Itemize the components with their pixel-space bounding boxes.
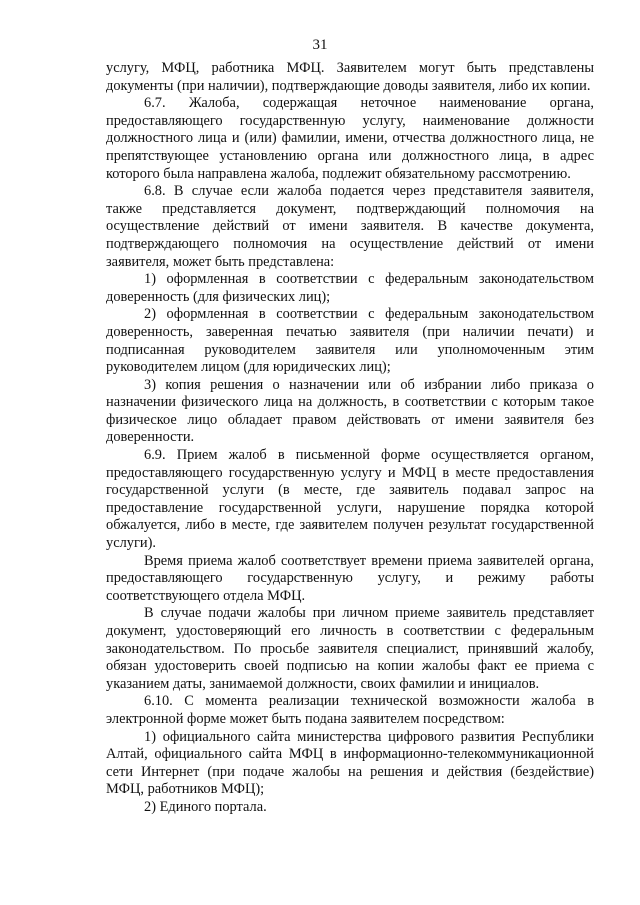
paragraph: 3) копия решения о назначении или об избрании либо приказа о назначении физического лица на должность, в соответствии с которым такое физическое лицо обладает правом действовать от имени заявителя без доверенности. xyxy=(106,376,594,446)
document-body xyxy=(106,60,594,817)
page-number: 31 xyxy=(312,37,328,53)
paragraph: 1) оформленная в соответствии с федеральным законодательством доверенность (для физических лиц); xyxy=(106,271,594,305)
paragraph: В случае подачи жалобы при личном приеме заявитель представляет документ, удостоверяющий его личность в соответствии с федеральным законодательством. По просьбе заявителя специалист, принявший жалобу, обязан удостоверить своей подписью на копии жалобы факт ее приема с указанием даты, занимаемой должности, своих фамилии и инициалов. xyxy=(106,605,594,692)
paragraph: 6.9. Прием жалоб в письменной форме осуществляется органом, предоставляющего государственную услугу и МФЦ в месте предоставления государственной услуги (в месте, где заявитель подавал запрос на предоставление государственной услуги, нарушение порядка которой обжалуется, либо в месте, где заявителем получен результат государственной услуги). xyxy=(106,447,594,552)
paragraph: 6.10. С момента реализации технической возможности жалоба в электронной форме может быть подана заявителем посредством: xyxy=(106,693,594,727)
paragraph: услугу, МФЦ, работника МФЦ. Заявителем могут быть представлены документы (при наличии), подтверждающие доводы заявителя, либо их копии. xyxy=(106,60,594,94)
paragraph: 2) оформленная в соответствии с федеральным законодательством доверенность, заверенная печатью заявителя (при наличии печати) и подписанная руководителем заявителя или уполномоченным этим руководителем лицом (для юридических лиц); xyxy=(106,306,594,376)
paragraph: 6.7. Жалоба, содержащая неточное наименование органа, предоставляющего государственную услугу, наименование должности должностного лица и (или) фамилии, имени, отчества должностного лица, не препятствующее установлению органа или должностного лица, в адрес которого была направлена жалоба, подлежит обязательному рассмотрению. xyxy=(106,95,594,182)
paragraph: 2) Единого портала. xyxy=(144,798,267,815)
paragraph: Время приема жалоб соответствует времени приема заявителей органа, предоставляющего государственную услугу, и режиму работы соответствующего отдела МФЦ. xyxy=(106,552,594,604)
paragraph: 1) официального сайта министерства цифрового развития Республики Алтай, официального сайта МФЦ в информационно-телекоммуникационной сети Интернет (при подаче жалобы на решения и действия (бездействие) МФЦ, работников МФЦ); xyxy=(106,728,594,798)
paragraph: 6.8. В случае если жалоба подается через представителя заявителя, также представляется документ, подтверждающий полномочия на осуществление действий от имени заявителя. В качестве документа, подтверждающего полномочия на осуществление действий от имени заявителя, может быть представлена: xyxy=(106,183,594,270)
